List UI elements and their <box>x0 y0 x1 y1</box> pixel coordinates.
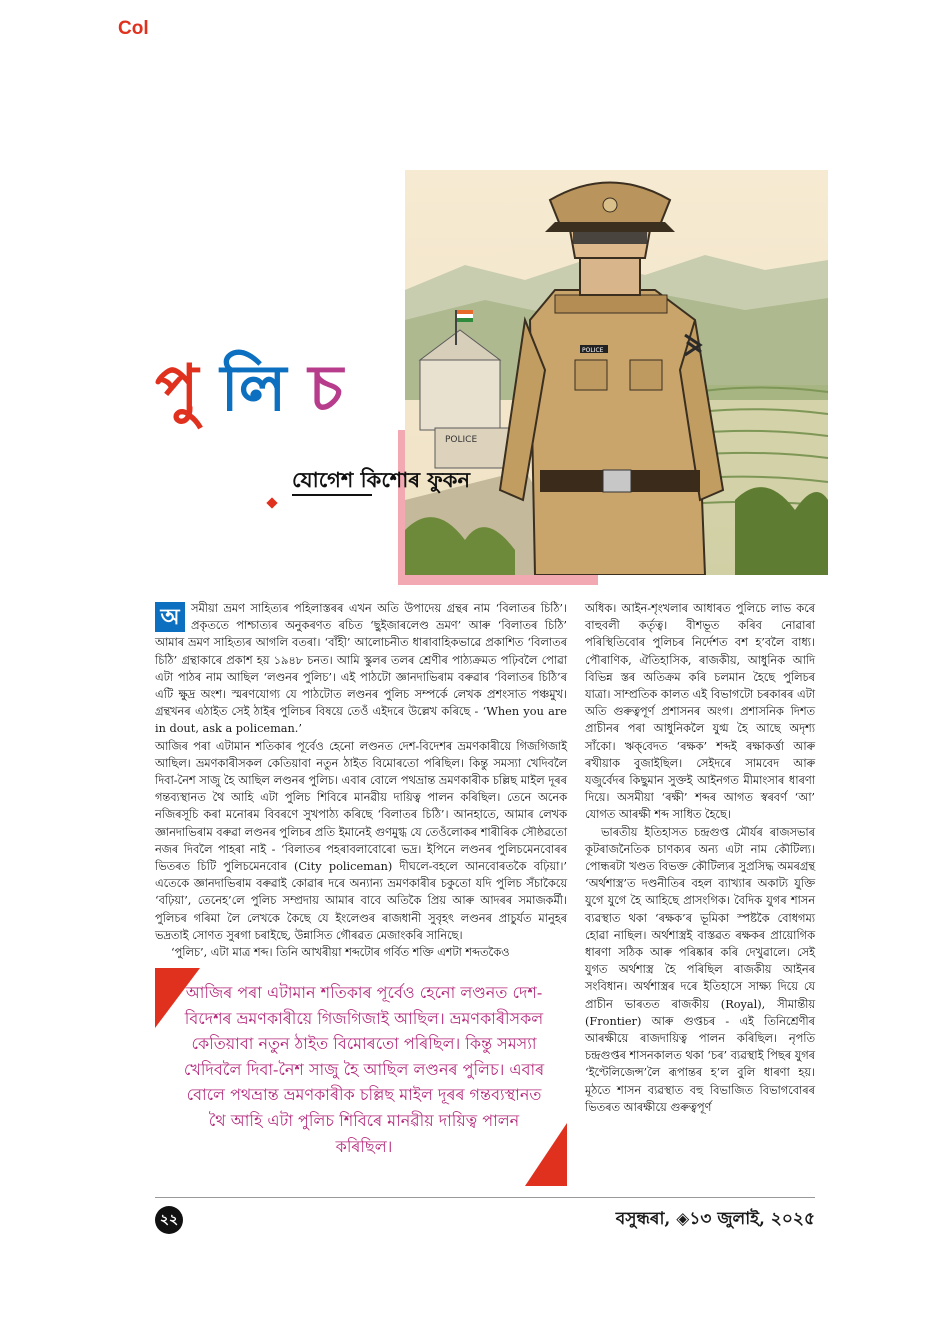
station-sign: POLICE <box>445 435 478 445</box>
right-column <box>585 600 815 1116</box>
page-number: ২২ <box>155 1206 183 1234</box>
section-tag: Col <box>118 18 149 39</box>
footer-rule <box>155 1197 815 1198</box>
article-title <box>155 340 365 447</box>
author-name: যোগেশ কিশোৰ ফুকন <box>292 467 471 492</box>
title-part-2: লি <box>220 352 309 426</box>
title-part-1: পু <box>155 352 221 426</box>
pull-quote: আজিৰ পৰা এটামান শতিকাৰ পূৰ্বেও হেনো লণ্ডনত দেশ-বিদেশৰ ভ্ৰমণকাৰীয়ে গিজগিজাই আছিল। ভ্ৰমণকাৰীসকল কেতিয়াবা নতুন ঠাইত বিমোৰতো পৰিছিল। কিন্তু সমস্যা খেদিবলৈ দিবা-নৈশ সাজু হৈ আছিল লণ্ডনৰ পুলিচ। এবাৰ বোলে পথভ্ৰান্ত ভ্ৰমণকাৰীক চল্লিছ মাইল দূৰৰ গন্তব্যস্থানত থৈ আহি এটা পুলিচ শিবিৰে মানৱীয় দায়িত্ব পালন কৰিছিল। <box>183 983 545 1156</box>
author-rule <box>292 494 372 496</box>
paragraph: অধিক। আইন-শৃংখলাৰ আধাৰত পুলিচে লাভ কৰে বাহুবলী কৰ্তৃত্ব। বীশভূত কৰিব নোৱাৰা পৰিস্থিতিবোৰ পুলিচৰ নিৰ্দেশত বশ হ’বলৈ বাধ্য। পৌৰাণিক, ঐতিহাসিক, ৰাজকীয়, আধুনিক আদি বিভিন্ন স্তৰ অতিক্ৰম কৰি চলমান হৈছে পুলিচৰ যাত্ৰা। সাম্প্ৰতিক কালত এই বিভাগটো চৰকাৰৰ এটা অতি গুৰুত্বপূৰ্ণ প্ৰশাসনৰ অংগ। প্ৰশাসনিক দিশত প্ৰাচীনৰ পৰা আধুনিকলৈ যুগ্ম হৈ আছে অদৃশ্য সাঁকো। ঋক্‌বেদত ‘ৰক্ষক’ শব্দই ৰক্ষাকৰ্ত্তা আৰু ৰখীয়াক বুজাইছিল। সেইদৰে সামবেদ আৰু যজুৰ্বেদৰ কিছুমান সুক্তই আইনগত মীমাংসাৰ ধাৰণা দিয়ে। অসমীয়া ‘ৰক্ষী’ শব্দৰ আগত স্বৰবৰ্ণ ‘আ’ যোগত আৰক্ষী শব্দ সাধিত হৈছে। <box>585 602 815 822</box>
paragraph: সমীয়া ভ্ৰমণ সাহিত্যৰ পহিলাস্তৰৰ এখন অতি উপাদেয় গ্ৰন্থৰ নাম ‘বিলাতৰ চিঠি’। প্ৰকৃততে পাশ্চাত্যৰ অনুকৰণত ৰচিত ‘ছুইজাৰলেণ্ড ভ্ৰমণ’ আৰু ‘বিলাতৰ চিঠি’ আমাৰ ভ্ৰমণ সাহিত্যৰ আগলি বতৰা। ‘বাঁহী’ আলোচনীত ধাৰাবাহিকভাৱে প্ৰকাশিত ‘বিলাতৰ চিঠি’ গ্ৰন্থাকাৰে প্ৰকাশ হয় ১৯৪৮ চনত। আমি স্কুলৰ তলৰ শ্ৰেণীৰ পাঠ্যক্ৰমত পঢ়িবলৈ পোৱা এটা পাঠৰ নাম আছিল ‘লণ্ডনৰ পুলিচ’। এই পাঠটো জ্ঞানদাভিৰাম বৰুৱাৰ ‘বিলাতৰ চিঠি’ৰ এটি ক্ষুদ্ৰ অংশ। স্মৰণযোগ্য যে পাঠটোত লণ্ডনৰ পুলিচ সম্পৰ্কে লেখক প্ৰশংসাত পঞ্চমুখ। গ্ৰন্থখনৰ এঠাইত সেই ঠাইৰ পুলিচৰ বিষয়ে তেওঁ এইদৰে উল্লেখ কৰিছে - ‘When you are in dout, ask a policeman.’ <box>155 602 567 736</box>
title-part-3: চ <box>308 352 365 426</box>
police-illustration <box>405 170 828 575</box>
paragraph: ‘পুলিচ’, এটা মাত্ৰ শব্দ। তিনি আখৰীয়া শব্দটোৰ গৰ্বিত শক্তি এশটা শব্দতকৈও <box>171 946 510 960</box>
left-column <box>155 600 567 961</box>
badge-label: POLICE <box>582 347 604 354</box>
paragraph: আজিৰ পৰা এটামান শতিকাৰ পূৰ্বেও হেনো লণ্ডনত দেশ-বিদেশৰ ভ্ৰমণকাৰীয়ে গিজগিজাই আছিল। ভ্ৰমণকাৰীসকল কেতিয়াবা নতুন ঠাইত বিমোৰতো পৰিছিল। কিন্তু সমস্যা খেদিবলৈ দিবা-নৈশ সাজু হৈ আছিল লণ্ডনৰ পুলিচ। এবাৰ বোলে পথভ্ৰান্ত ভ্ৰমণকাৰীক চল্লিছ মাইল দূৰৰ গন্তব্যস্থানত থৈ আহি এটা পুলিচ শিবিৰে মানৱীয় দায়িত্ব পালন কৰিছিল। তেনে অনেক নজিৰসূচি কৰা মনোৰম বিবৰণে সুখপাঠ্য কৰিছে ‘বিলাতৰ চিঠি’। আনহাতে, আমাৰ লেখক জ্ঞানদাভিৰাম বৰুৱা লণ্ডনৰ পুলিচৰ প্ৰতি ইমানেই গুণমুগ্ধ যে তেওঁলোকৰ শাৰীৰিক সৌষ্ঠৱতো নজৰ দিবলৈ পাহৰা নাই - ‘বিলাতৰ পহৰাবলাবোৰো ভদ্ৰ। ইপিনে লণ্ডনৰ পুলিচমেনবোৰৰ ভিতৰত চিটি পুলিচমেনবোৰ (City policeman) দীঘলে-বহলে আনবোৰতকৈ বঢ়িয়া।’ এতেকে জ্ঞানদাভিৰাম বৰুৱাই কোৱাৰ দৰে অন্যান্য ভ্ৰমণকাৰীৰ চকুতো যদি পুলিচ সঁচাকৈয়ে ‘বঢ়িয়া’, তেনেহ’লে পুলিচ সম্প্ৰদায় আমাৰ বাবে অতিকৈ প্ৰিয় আৰু আদৰৰ সমাজকৰ্মী। পুলিচৰ গৰিমা লৈ লেখকে কৈছে যে ইংলেণ্ডৰ ৰাজধানী সুবৃহৎ লণ্ডনৰ প্ৰাচুৰ্যত মানুহৰ ভদ্ৰতাই সোণত সুৰগা চৰাইছে, উন্নাসিত গৌৰৱত মেজাংকৰি সানিছে। <box>155 739 567 942</box>
dropcap: অ <box>155 602 185 632</box>
diamond-ornament <box>266 497 277 508</box>
publication-dateline: বসুন্ধৰা, ◈১৩ জুলাই, ২০২৫ <box>615 1209 815 1229</box>
paragraph: ভাৰতীয় ইতিহাসত চন্দ্ৰগুপ্ত মৌৰ্যৰ ৰাজসভাৰ কূটৰাজনৈতিক চাণক্যৰ অন্য এটা নাম কৌটিল্য। পোন্ধৰটা খণ্ডত বিভক্ত কৌটিল্যৰ সুপ্ৰসিদ্ধ অমৰগ্ৰন্থ ‘অৰ্থশাস্ত্ৰ’ত দণ্ডনীতিৰ বহল ব্যাখ্যাৰ অকাট্য যুক্তি যুগে যুগে হৈ আহিছে প্ৰাসংগিক। বৈদিক যুগৰ শাসন ব্যৱস্থাত থকা ‘ৰক্ষক’ৰ ভূমিকা স্পষ্টকৈ বোধগম্য হোৱা নাছিল। অৰ্থশাস্ত্ৰই বাস্তৱত ৰক্ষকৰ প্ৰায়োগিক ধাৰণা সঠিক আৰু পৰিষ্কাৰ কৰি দেখুৱালে। সেই যুগত অৰ্থশাস্ত্ৰ হৈ পৰিছিল ৰাজকীয় আইনৰ সংবিধান। অৰ্থশাস্ত্ৰৰ দৰে ইতিহাসে সাক্ষ্য দিয়ে যে প্ৰাচীন ভাৰতত ৰাজকীয় (Royal), সীমান্তীয় (Frontier) আৰু গুপ্তচৰ - এই তিনিশ্ৰেণীৰ আৰক্ষীয়ে ৰাজদায়িত্ব পালন কৰিছিল। নৃপতি চন্দ্ৰগুপ্তৰ শাসনকালত থকা ‘চৰ’ ব্যৱস্থাই পিছৰ যুগৰ ‘ইণ্টেলিজেন্স’লৈ ৰূপান্তৰ হ’ল বুলি ধাৰণা হয়। মূঠতে শাসন ব্যৱস্থাত বহু বিভাজিত বিভাগবোৰৰ ভিতৰত আৰক্ষীয়ে গুৰুত্বপূৰ্ণ <box>585 825 816 1114</box>
